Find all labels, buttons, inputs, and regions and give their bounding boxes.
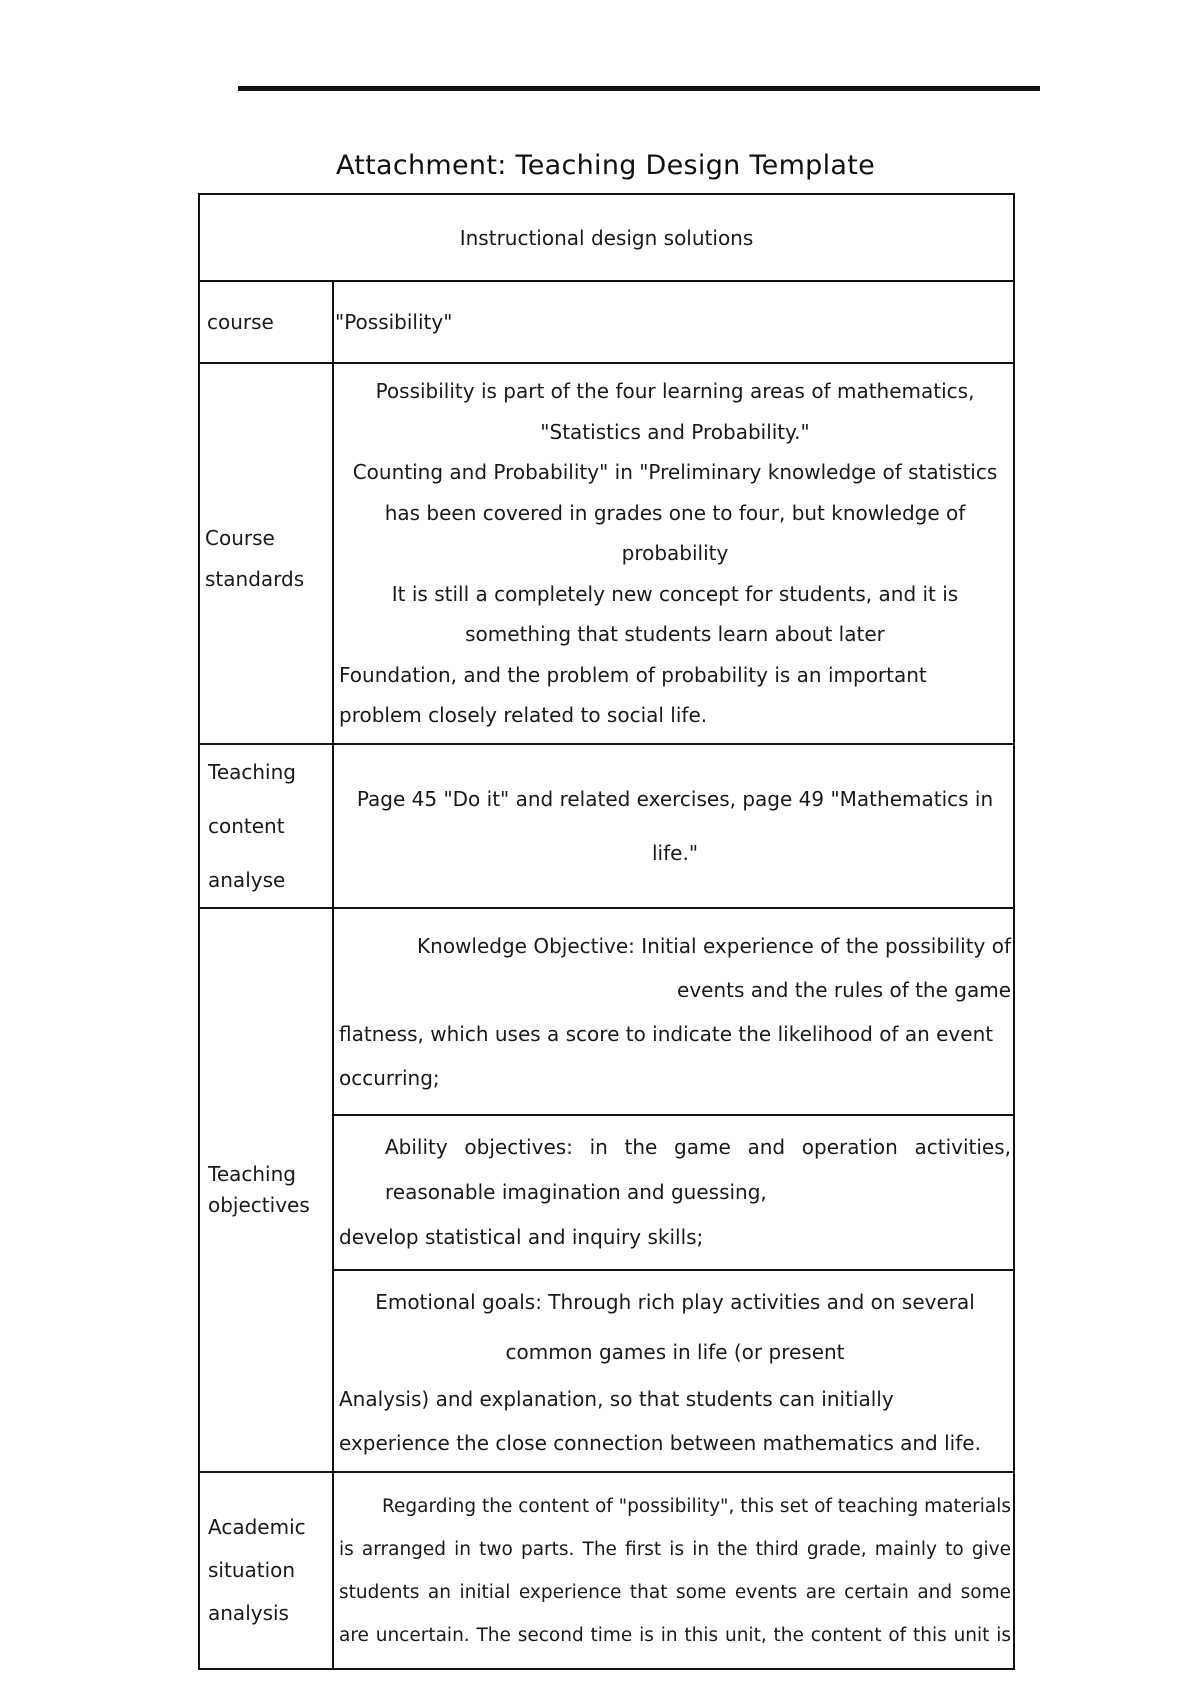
academic-situation-line: Regarding the content of "possibility", this set of teaching materials [382, 1495, 1012, 1517]
emotional-goal-line: Analysis) and explanation, so that students can initially [339, 1387, 894, 1411]
teaching-objectives-label-line: objectives [208, 1193, 310, 1217]
academic-situation-row [199, 1472, 1014, 1669]
document-title: Attachment: Teaching Design Template [335, 150, 876, 181]
emotional-goal-line: common games in life (or present [505, 1340, 845, 1364]
teaching-objectives-label-cell [199, 908, 333, 1472]
table-header-row [199, 194, 1014, 281]
knowledge-objective-line: flatness, which uses a score to indicate the likelihood of an event [339, 1021, 994, 1046]
course-label-cell [199, 281, 333, 363]
course-standards-line: something that students learn about later [465, 622, 885, 647]
knowledge-objective-line: occurring; [339, 1065, 440, 1090]
course-row [199, 281, 1014, 363]
course-label: course [207, 309, 274, 334]
table-header-text: Instructional design solutions [459, 225, 754, 250]
course-standards-label-line: Course [205, 526, 275, 550]
course-standards-line: Counting and Probability" in "Preliminary knowledge of statistics [352, 460, 998, 485]
teaching-content-analyse-label-cell [199, 744, 333, 908]
academic-situation-line: is arranged in two parts. The first is in the third grade, mainly to give [339, 1538, 1012, 1560]
teaching-content-analyse-label-line: analyse [208, 868, 286, 892]
academic-situation-label-line: situation [208, 1558, 296, 1582]
course-standards-line: Foundation, and the problem of probability is an important [339, 662, 927, 687]
course-standards-line: problem closely related to social life. [339, 703, 708, 728]
academic-situation-label-line: Academic [208, 1515, 306, 1539]
teaching-content-analyse-label-line: Teaching [208, 760, 296, 784]
academic-situation-line: students an initial experience that some events are certain and some [339, 1581, 1012, 1603]
teaching-objectives-label-line: Teaching [208, 1162, 296, 1186]
teaching-content-analyse-line: life." [652, 841, 699, 865]
emotional-goal-cell [333, 1270, 1014, 1472]
course-standards-label-cell [199, 363, 333, 744]
academic-situation-label-cell [199, 1472, 333, 1669]
ability-objective-line: reasonable imagination and guessing, [385, 1180, 767, 1204]
course-standards-line: It is still a completely new concept for students, and it is [391, 581, 959, 606]
teaching-design-table [198, 193, 1015, 1670]
course-standards-line: probability [621, 541, 729, 566]
teaching-objectives-knowledge-row [199, 908, 1014, 1115]
teaching-content-analyse-row [199, 744, 1014, 908]
knowledge-objective-cell [333, 908, 1014, 1115]
teaching-content-analyse-line: Page 45 "Do it" and related exercises, page 49 "Mathematics in [356, 787, 994, 811]
ability-objective-cell [333, 1115, 1014, 1270]
course-standards-cell [333, 363, 1014, 744]
course-standards-row [199, 363, 1014, 744]
emotional-goal-line: experience the close connection between mathematics and life. [339, 1431, 981, 1455]
table-header-cell [199, 194, 1014, 281]
header-rule [238, 86, 1040, 91]
academic-situation-cell [333, 1472, 1014, 1669]
course-standards-line: "Statistics and Probability." [540, 419, 810, 444]
course-value-cell [333, 281, 1014, 363]
course-standards-line: has been covered in grades one to four, but knowledge of [384, 500, 966, 525]
knowledge-objective-line: Knowledge Objective: Initial experience of the possibility of [417, 933, 1012, 958]
knowledge-objective-line: events and the rules of the game [677, 977, 1012, 1002]
course-value: "Possibility" [335, 310, 453, 334]
teaching-content-analyse-cell [333, 744, 1014, 908]
emotional-goal-line: Emotional goals: Through rich play activities and on several [375, 1290, 975, 1314]
academic-situation-line: are uncertain. The second time is in this unit, the content of this unit is [339, 1624, 1012, 1646]
ability-objective-line: Ability objectives: in the game and operation activities, [385, 1135, 1012, 1159]
ability-objective-line: develop statistical and inquiry skills; [339, 1225, 704, 1249]
teaching-content-analyse-label-line: content [208, 814, 285, 838]
course-standards-line: Possibility is part of the four learning areas of mathematics, [375, 379, 975, 404]
academic-situation-label-line: analysis [208, 1601, 289, 1625]
course-standards-label-line: standards [205, 566, 305, 591]
